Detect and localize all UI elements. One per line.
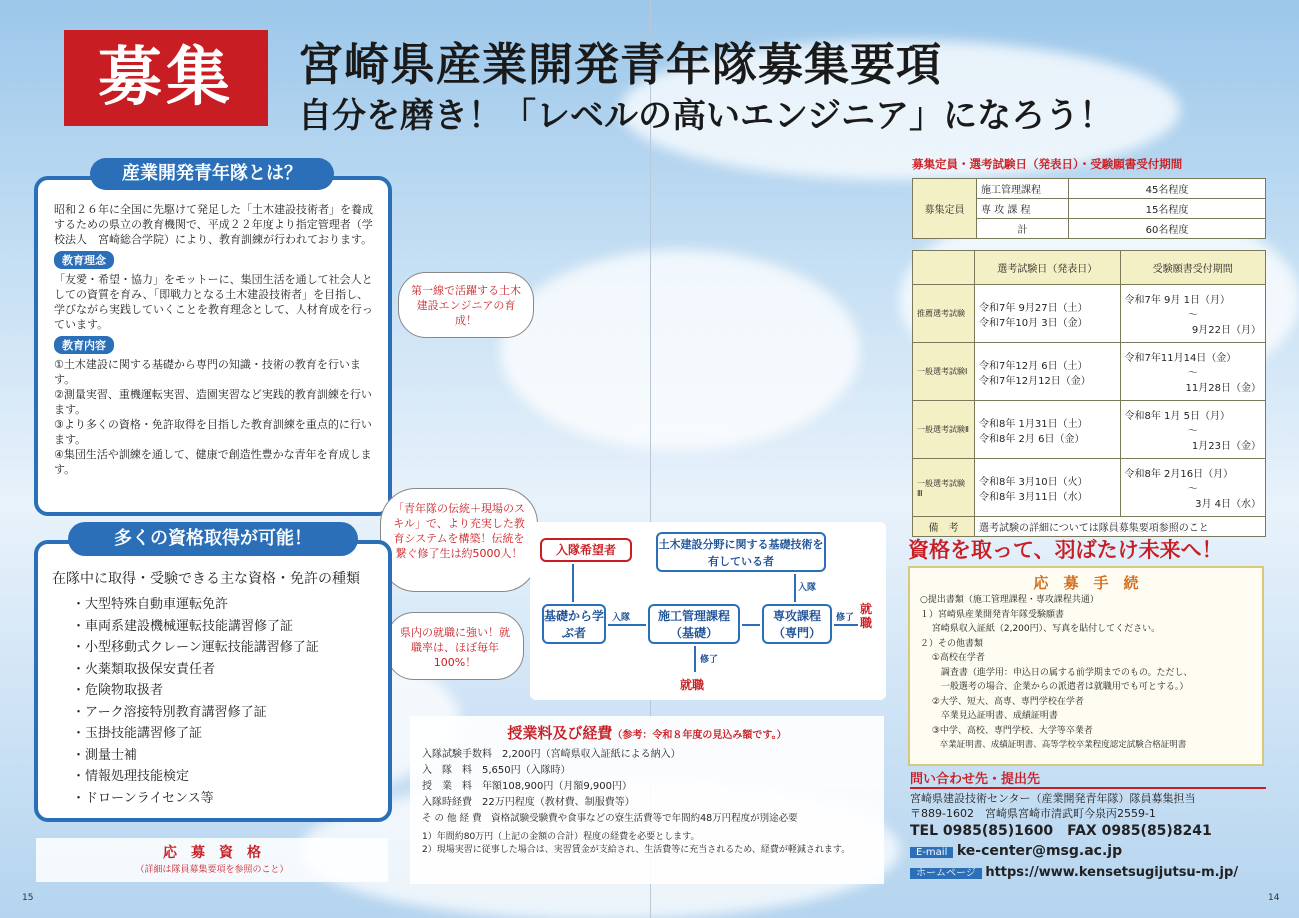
flow-basic: 基礎から学ぶ者 [542, 604, 606, 644]
announce-date: 令和7年10月 3日（金） [979, 317, 1088, 329]
accept-start: 令和7年11月14日（金） [1124, 353, 1237, 364]
flow-specialty: 専攻課程（専門） [762, 604, 832, 644]
procedure-line: 宮崎県収入証紙（2,200円）、写真を貼付してください。 [920, 624, 1161, 634]
announce-date: 令和8年 2月 6日（金） [979, 433, 1085, 445]
page-number-left: 15 [22, 893, 34, 903]
accept-start: 令和8年 1月 5日（月） [1124, 411, 1230, 422]
content-item: ③より多くの資格・免許取得を目指した教育訓練を重点的に行います。 [54, 418, 372, 446]
procedure-line: １）宮崎県産業開発青年隊受験願書 [920, 609, 1065, 620]
fee-row: 授 業 料 年額108,900円（月額9,900円） [422, 781, 632, 792]
capacity-table [912, 178, 1266, 239]
procedure-line: ③中学、高校、専門学校、大学等卒業者 [920, 725, 1093, 736]
list-item: ・車両系建設機械運転技能講習修了証 [72, 618, 294, 634]
contact-phone: TEL 0985(85)1600 FAX 0985(85)8241 [910, 823, 1212, 839]
email-link[interactable]: ke-center@msg.ac.jp [956, 843, 1123, 859]
flow-chart [530, 522, 886, 700]
website-link[interactable]: https://www.kensetsugijutsu-m.jp/ [985, 865, 1239, 880]
course-name: 専 攻 課 程 [977, 199, 1069, 219]
table-row [913, 343, 1266, 401]
exam-date: 令和7年12月 6日（土） [979, 360, 1088, 372]
page-number-right: 14 [1268, 893, 1280, 903]
course-capacity: 45名程度 [1069, 179, 1266, 199]
callout-engineer: 第一線で活躍する土木建設エンジニアの育成！ [398, 272, 534, 338]
table-row [913, 285, 1266, 343]
procedure-line: ①高校在学者 [920, 653, 985, 663]
contact-org: 宮崎県建設技術センター（産業開発青年隊）隊員募集担当 [910, 792, 1196, 805]
col-accept: 受験願書受付期間 [1120, 251, 1266, 285]
exam-date: 令和8年 3月10日（火） [979, 476, 1088, 488]
callout-employment: 県内の就職に強い！就職率は、ほぼ毎年100%！ [386, 612, 524, 680]
content-item: ①土木建設に関する基礎から専門の知識・技術の教育を行います。 [54, 358, 361, 386]
about-box [34, 176, 392, 516]
accept-end: 11月28日（金） [1185, 383, 1261, 394]
qualifications-list [52, 594, 374, 809]
course-capacity: 60名程度 [1069, 219, 1266, 239]
exam-name: 一般選考試験Ⅱ [913, 401, 975, 459]
procedure-line: 卒業見込証明書、成績証明書 [920, 711, 1058, 721]
procedure-line: 一般選考の場合、企業からの派遣者は就職用でも可とする。） [920, 682, 1189, 692]
course-capacity: 15名程度 [1069, 199, 1266, 219]
fee-footnote: 2）現場実習に従事した場合は、実習賃金が支給され、生活費等に充当されるため、経費が軽減されます。 [422, 845, 851, 855]
procedure-heading: 応 募 手 続 [1033, 574, 1139, 592]
fees-note: （参考：令和８年度の見込み額です。） [612, 730, 787, 741]
schedule-table [912, 250, 1266, 537]
schedule-heading: 募集定員・選考試験日（発表日）・受験願書受付期間 [912, 157, 1183, 171]
list-item: ・火薬類取扱保安責任者 [72, 661, 216, 677]
fee-row: 入隊試験手数料 2,200円（宮崎県収入証紙による納入） [422, 749, 681, 760]
contact-box [910, 772, 1266, 884]
accept-tilde: 〜 [1187, 368, 1198, 379]
exam-date: 令和7年 9月27日（土） [979, 302, 1088, 314]
qualifications-heading: 多くの資格取得が可能！ [68, 522, 358, 556]
exam-date: 令和8年 1月31日（土） [979, 418, 1088, 430]
content-item: ④集団生活や訓練を通して、健康で創造性豊かな青年を育成します。 [54, 448, 372, 476]
flow-label-complete: 修了 [836, 613, 855, 623]
flow-knowledge: 土木建設分野に関する基礎技術を有している者 [656, 532, 826, 572]
accept-start: 令和8年 2月16日（月） [1124, 469, 1234, 480]
course-name: 計 [977, 219, 1069, 239]
flow-job: 就職 [860, 602, 873, 630]
flow-label-enter: 入隊 [798, 583, 817, 593]
contact-heading: 問い合わせ先・提出先 [910, 772, 1266, 789]
list-item: ・玉掛技能講習修了証 [72, 726, 203, 741]
list-item: ・情報処理技能検定 [72, 769, 190, 784]
procedure-box [908, 566, 1264, 766]
table-row [913, 459, 1266, 517]
eligibility-box [36, 838, 388, 882]
email-label: E-mail [910, 847, 953, 858]
list-item: ・アーク溶接特別教育講習修了証 [72, 704, 267, 720]
procedure-line: ②大学、短大、高専、専門学校在学者 [920, 696, 1084, 707]
eligibility-heading: 応 募 資 格 [163, 845, 261, 861]
table-row [913, 401, 1266, 459]
qualifications-lead: 在隊中に取得・受験できる主な資格・免許の種類 [52, 571, 360, 587]
eligibility-note: （詳細は隊員募集要項を参照のこと） [135, 865, 289, 875]
callout-tradition: 「青年隊の伝統＋現場のスキル」で、より充実した教育システムを構築！伝統を繋ぐ修了生は約5000人！ [380, 488, 538, 592]
about-intro: 昭和２６年に全国に先駆けて発足した「土木建設技術者」を養成するための県立の教育機関で、平成２２年度より指定管理者（学校法人 宮崎総合学院）により、教育訓練が行われております。 [54, 203, 373, 246]
slogan: 資格を取って、羽ばたけ未来へ！ [908, 538, 1223, 562]
accept-tilde: 〜 [1187, 484, 1198, 495]
remarks-label: 備 考 [913, 517, 975, 537]
announce-date: 令和7年12月12日（金） [979, 375, 1091, 387]
philosophy-tag: 教育理念 [54, 251, 114, 269]
exam-name: 一般選考試験Ⅰ [913, 343, 975, 401]
fees-heading: 授業料及び経費 [507, 724, 613, 742]
exam-name: 一般選考試験Ⅲ [913, 459, 975, 517]
flow-label-enter: 入隊 [612, 613, 631, 623]
accept-end: 3月 4日（水） [1195, 499, 1261, 510]
philosophy-text: 「友愛・希望・協力」をモットーに、集団生活を通して社会人としての資質を育み、「即戦力となる土木建設技術者」を目指し、学びながら実践していくことを教育理念として、人材育成を行っています。 [54, 273, 373, 331]
page-subtitle: 自分を磨き！「レベルの高いエンジニア」になろう！ [298, 96, 1114, 136]
qualifications-box [34, 540, 392, 822]
capacity-label: 募集定員 [913, 179, 977, 239]
content-tag: 教育内容 [54, 336, 114, 354]
announce-date: 令和8年 3月11日（水） [979, 491, 1088, 503]
page-title: 宮崎県産業開発青年隊募集要項 [298, 38, 943, 91]
list-item: ・測量士補 [72, 747, 138, 763]
list-item: ・大型特殊自動車運転免許 [72, 597, 229, 612]
web-label: ホームページ [910, 868, 982, 879]
flow-label-complete: 修了 [700, 655, 719, 665]
list-item: ・ドローンライセンス等 [72, 790, 214, 806]
accept-tilde: 〜 [1187, 310, 1198, 321]
exam-name: 推薦選考試験 [913, 285, 975, 343]
fees-box [410, 716, 884, 884]
fee-row: 入隊時経費 22万円程度（教材費、制服費等） [422, 797, 635, 808]
content-item: ②測量実習、重機運転実習、造園実習など実践的教育訓練を行います。 [54, 388, 372, 416]
list-item: ・小型移動式クレーン運転技能講習修了証 [72, 640, 319, 655]
accept-end: 9月22日（月） [1191, 325, 1261, 336]
accept-end: 1月23日（金） [1191, 441, 1261, 452]
fee-footnote: 1）年間約80万円（上記の金額の合計）程度の経費を必要とします。 [422, 832, 700, 842]
fee-row: そ の 他 経 費 資格試験受験費や食事などの寮生活費等で年間約48万円程度が別途必要 [422, 813, 798, 824]
flow-job: 就職 [680, 678, 705, 692]
procedure-line: ○提出書類（施工管理課程・専攻課程共通） [920, 595, 1099, 605]
procedure-line: 卒業証明書、成績証明書、高等学校卒業程度認定試験合格証明書 [920, 740, 1187, 750]
list-item: ・危険物取扱者 [72, 683, 164, 698]
contact-address: 〒889-1602 宮崎県宮崎市清武町今泉丙2559-1 [910, 807, 1156, 820]
about-heading: 産業開発青年隊とは？ [90, 158, 334, 190]
accept-tilde: 〜 [1187, 426, 1198, 437]
col-exam: 選考試験日（発表日） [975, 251, 1121, 285]
procedure-line: 調査書（進学用：申込日の属する前学期までのもの。ただし、 [920, 667, 1193, 678]
recruit-badge: 募集 [64, 30, 268, 126]
flow-management: 施工管理課程（基礎） [648, 604, 740, 644]
flow-applicant: 入隊希望者 [540, 538, 632, 562]
procedure-line: ２）その他書類 [920, 638, 984, 649]
course-name: 施工管理課程 [977, 179, 1069, 199]
remarks-text: 選考試験の詳細については隊員募集要項参照のこと [975, 517, 1266, 537]
fee-row: 入 隊 料 5,650円（入隊時） [422, 765, 571, 776]
accept-start: 令和7年 9月 1日（月） [1124, 295, 1230, 306]
